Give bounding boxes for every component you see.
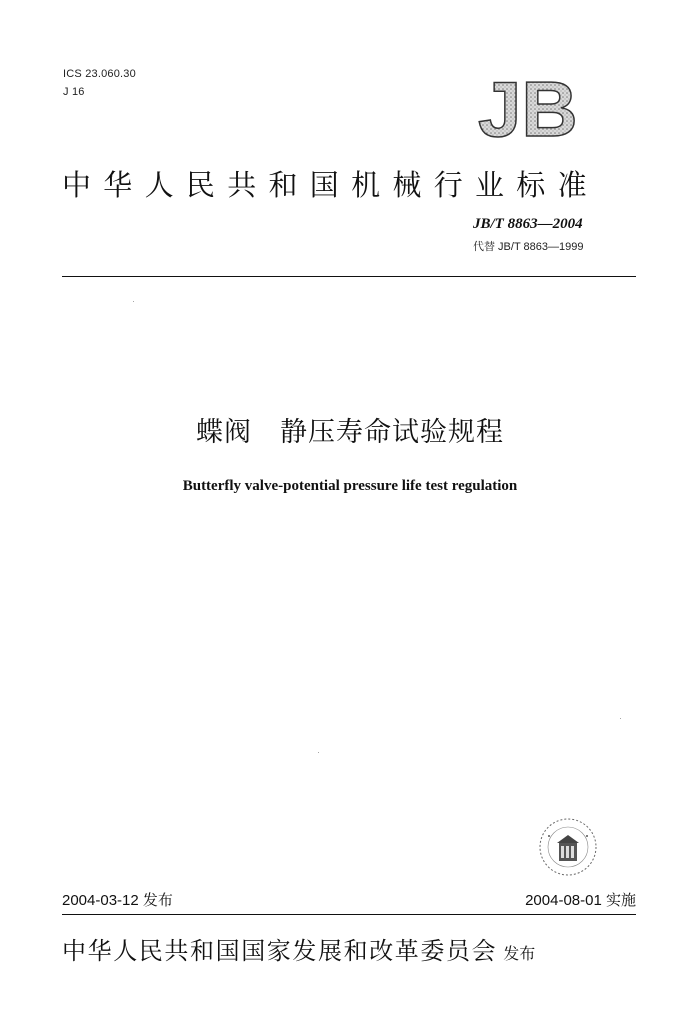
scan-speck — [318, 752, 319, 753]
document-title-english: Butterfly valve-potential pressure life test regulation — [182, 478, 518, 494]
standard-number: JB/T 8863—2004 — [473, 216, 583, 232]
scan-speck — [620, 718, 621, 719]
replaces-standard: 代替 JB/T 8863—1999 — [473, 241, 584, 253]
classification-code: J 16 — [63, 86, 85, 98]
issue-date: 2004-03-12 发布 — [62, 892, 173, 909]
implementation-date: 2004-08-01 实施 — [525, 892, 636, 909]
publisher-action: 发布 — [503, 944, 536, 963]
publisher-name: 中华人民共和国国家发展和改革委员会 — [62, 937, 498, 965]
ministry-title: 中华人民共和国机械行业标准 — [62, 168, 599, 202]
bottom-divider — [62, 914, 636, 915]
publisher-line — [62, 931, 535, 966]
document-title-chinese: 蝶阀 静压寿命试验规程 — [196, 417, 504, 448]
svg-text:JB: JB — [478, 72, 578, 142]
official-seal-emblem — [537, 816, 599, 878]
ics-code: ICS 23.060.30 — [63, 68, 136, 80]
scan-speck — [133, 301, 134, 302]
top-divider — [62, 276, 636, 277]
jb-logo — [474, 72, 606, 142]
